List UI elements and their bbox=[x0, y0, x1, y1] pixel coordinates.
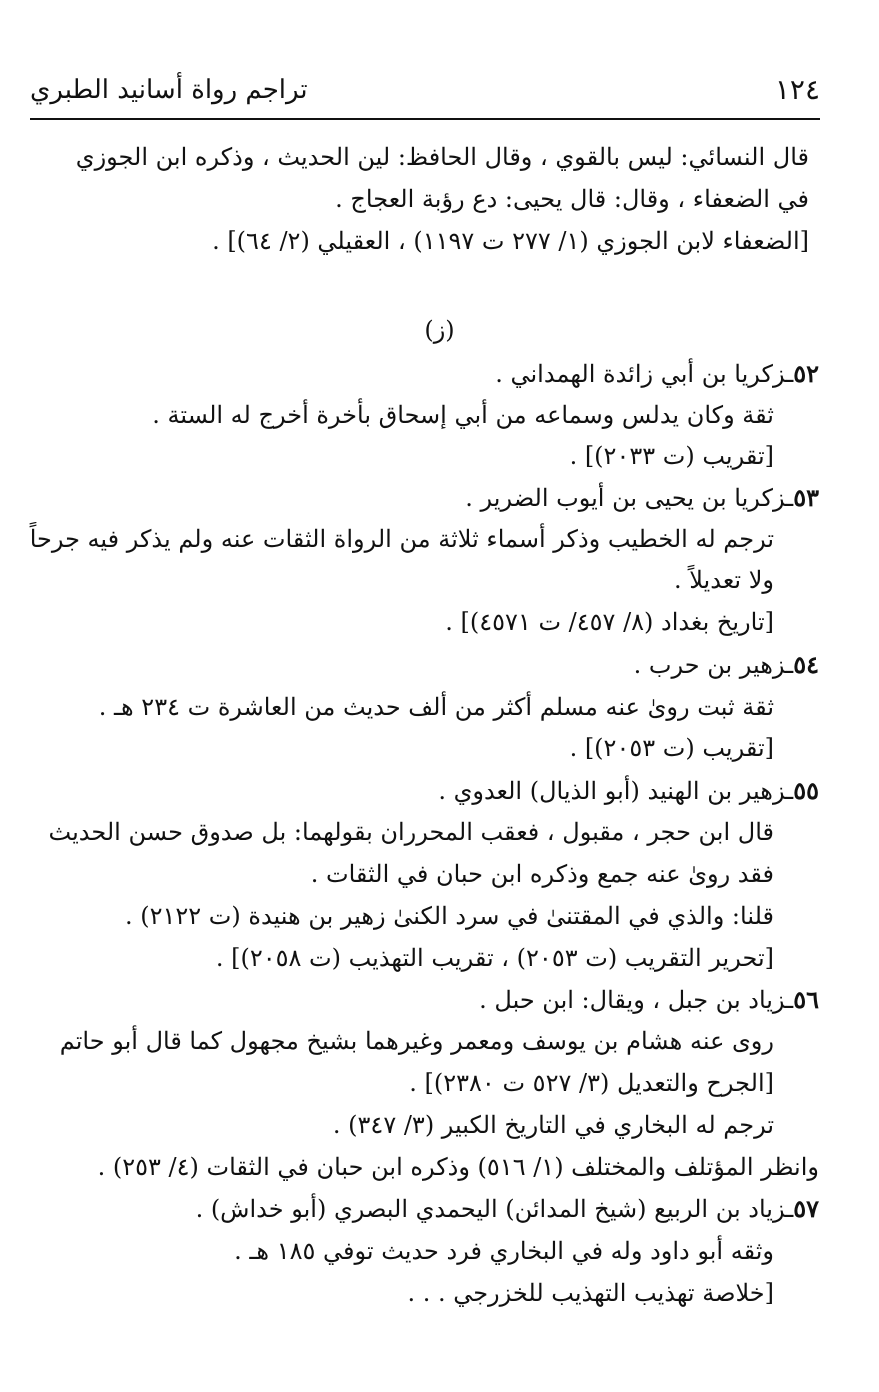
entry-name: ـزهير بن الهنيد (أبو الذيال) العدوي . bbox=[438, 777, 794, 805]
body-line: قلنا: والذي في المقتنىٰ في سرد الكنىٰ زهير بن هنيدة (ت ٢١٢٢) . bbox=[124, 902, 774, 930]
body-line: وانظر المؤتلف والمختلف (١/ ٥١٦) وذكره ابن حبان في الثقات (٤/ ٢٥٣) . bbox=[97, 1153, 819, 1181]
entry-number: ٥٢ bbox=[793, 359, 819, 388]
entry-heading bbox=[29, 1192, 819, 1226]
entry-number: ٥٤ bbox=[793, 650, 819, 679]
entry-name: ـزكريا بن أبي زائدة الهمداني . bbox=[495, 360, 794, 388]
body-line: [تقريب (ت ٢٠٥٣)] . bbox=[569, 734, 774, 762]
entry-number: ٥٧ bbox=[793, 1194, 819, 1223]
entry-name: ـزهير بن حرب . bbox=[633, 651, 794, 679]
body-line: روى عنه هشام بن يوسف ومعمر وغيرهما بشيخ مجهول كما قال أبو حاتم bbox=[59, 1027, 774, 1055]
running-title: تراجم رواة أسانيد الطبري bbox=[30, 75, 308, 105]
entry-number: ٥٦ bbox=[793, 985, 819, 1014]
body-line: قال ابن حجر ، مقبول ، فعقب المحرران بقولهما: بل صدوق حسن الحديث bbox=[48, 818, 774, 846]
page-header bbox=[30, 70, 820, 120]
body-line: [الضعفاء لابن الجوزي (١/ ٢٧٧ ت ١١٩٧) ، العقيلي (٢/ ٦٤)] . bbox=[212, 227, 809, 255]
entry-name: ـزياد بن الربيع (شيخ المدائن) اليحمدي البصري (أبو خداش) . bbox=[195, 1195, 794, 1223]
body-line: [الجرح والتعديل (٣/ ٥٢٧ ت ٢٣٨٠)] . bbox=[409, 1069, 774, 1097]
body-line: وثقه أبو داود وله في البخاري فرد حديث توفي ١٨٥ هـ . bbox=[234, 1237, 774, 1265]
body-line: ترجم له البخاري في التاريخ الكبير (٣/ ٣٤٧) . bbox=[332, 1111, 774, 1139]
entry-name: ـزياد بن جبل ، ويقال: ابن حبل . bbox=[479, 986, 794, 1014]
body-line: ترجم له الخطيب وذكر أسماء ثلاثة من الرواة الثقات عنه ولم يذكر فيه جرحاً bbox=[29, 525, 774, 553]
body-line: ثقة وكان يدلس وسماعه من أبي إسحاق بأخرة أخرج له الستة . bbox=[152, 401, 774, 429]
entry-name: ـزكريا بن يحيى بن أيوب الضرير . bbox=[465, 484, 794, 512]
entry-heading bbox=[29, 648, 819, 682]
body-line: في الضعفاء ، وقال: قال يحيى: دع رؤبة العجاج . bbox=[335, 185, 809, 213]
page-number: ١٢٤ bbox=[774, 73, 820, 106]
body-line: فقد روىٰ عنه جمع وذكره ابن حبان في الثقات . bbox=[310, 860, 774, 888]
body-line: ثقة ثبت روىٰ عنه مسلم أكثر من ألف حديث من العاشرة ت ٢٣٤ هـ . bbox=[98, 693, 774, 721]
entry-heading bbox=[29, 983, 819, 1017]
body-line: قال النسائي: ليس بالقوي ، وقال الحافظ: لين الحديث ، وذكره ابن الجوزي bbox=[75, 143, 809, 171]
body-line: [تاريخ بغداد (٨/ ٤٥٧/ ت ٤٥٧١)] . bbox=[445, 608, 774, 636]
entry-number: ٥٣ bbox=[793, 483, 819, 512]
body-line: [خلاصة تهذيب التهذيب للخزرجي . . . bbox=[407, 1279, 774, 1307]
body-line: [تحرير التقريب (ت ٢٠٥٣) ، تقريب التهذيب (ت ٢٠٥٨)] . bbox=[215, 944, 774, 972]
body-line: ولا تعديلاً . bbox=[673, 566, 774, 594]
entry-number: ٥٥ bbox=[793, 776, 819, 805]
section-heading: (ز) bbox=[424, 316, 455, 344]
body-line: [تقريب (ت ٢٠٣٣)] . bbox=[569, 442, 774, 470]
entry-heading bbox=[29, 774, 819, 808]
entry-heading bbox=[29, 357, 819, 391]
entry-heading bbox=[29, 481, 819, 515]
